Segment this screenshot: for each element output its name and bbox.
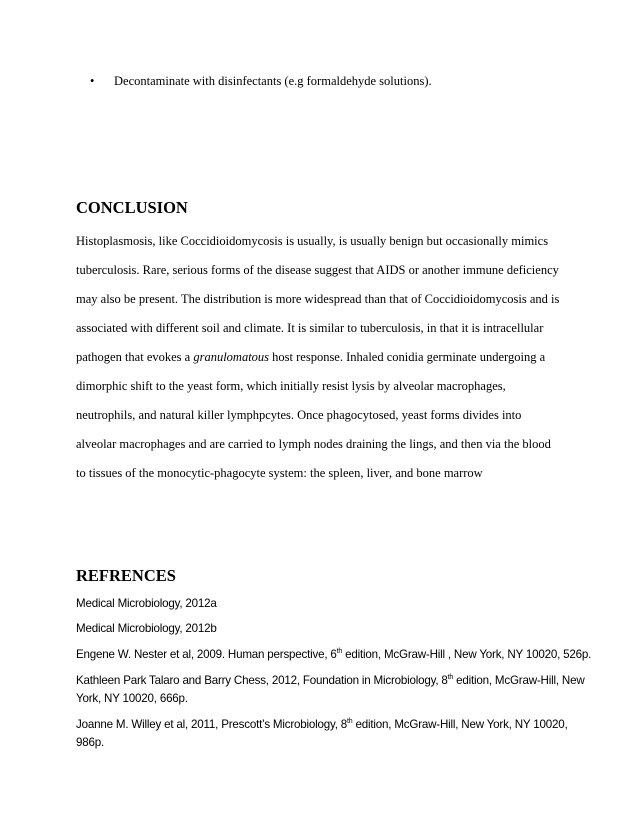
reference-text: edition, McGraw-Hill, New	[453, 674, 585, 687]
reference-item	[76, 648, 591, 661]
conclusion-line: associated with different soil and climate. It is similar to tuberculosis, in that it is intracellular	[76, 321, 544, 335]
conclusion-line: tuberculosis. Rare, serious forms of the disease suggest that AIDS or another immune deficiency	[76, 263, 559, 277]
conclusion-line: Histoplasmosis, like Coccidioidomycosis is usually, is usually benign but occasionally mimics	[76, 234, 549, 248]
reference-text: Joanne M. Willey et al, 2011, Prescott’s Microbiology, 8	[76, 718, 348, 731]
reference-text: edition, McGraw-Hill , New York, NY 10020, 526p.	[342, 648, 592, 661]
reference-item	[76, 718, 567, 731]
conclusion-text: pathogen that evokes a	[76, 350, 194, 364]
conclusion-line	[76, 350, 545, 365]
conclusion-line: may also be present. The distribution is more widespread than that of Coccidioidomycosis and is	[76, 292, 560, 306]
conclusion-line: to tissues of the monocytic-phagocyte system: the spleen, liver, and bone marrow	[76, 466, 483, 480]
bullet-symbol: •	[90, 74, 95, 88]
conclusion-heading: CONCLUSION	[76, 198, 188, 217]
reference-item: Medical Microbiology, 2012a	[76, 597, 217, 610]
reference-item	[76, 674, 585, 687]
conclusion-line: neutrophils, and natural killer lymphpcytes. Once phagocytosed, yeast forms divides into	[76, 408, 522, 422]
conclusion-line: dimorphic shift to the yeast form, which initially resist lysis by alveolar macrophages,	[76, 379, 506, 393]
superscript: th	[447, 674, 454, 682]
reference-text: edition, McGraw-Hill, New York, NY 10020,	[352, 718, 568, 731]
reference-text: Engene W. Nester et al, 2009. Human perspective, 6	[76, 648, 337, 661]
reference-item-continued: York, NY 10020, 666p.	[76, 692, 188, 705]
conclusion-text: host response. Inhaled conidia germinate undergoing a	[269, 350, 546, 364]
reference-text: Kathleen Park Talaro and Barry Chess, 2012, Foundation in Microbiology, 8	[76, 674, 448, 687]
superscript: th	[336, 648, 343, 656]
italic-term: granulomatous	[193, 350, 270, 364]
reference-item-continued: 986p.	[76, 736, 105, 749]
bullet-item	[90, 74, 432, 89]
superscript: th	[347, 718, 353, 726]
reference-item: Medical Microbiology, 2012b	[76, 622, 217, 635]
bullet-text: Decontaminate with disinfectants (e.g formaldehyde solutions).	[114, 74, 432, 88]
conclusion-line: alveolar macrophages and are carried to lymph nodes draining the lings, and then via the blood	[76, 437, 551, 451]
references-heading: REFRENCES	[76, 566, 176, 585]
